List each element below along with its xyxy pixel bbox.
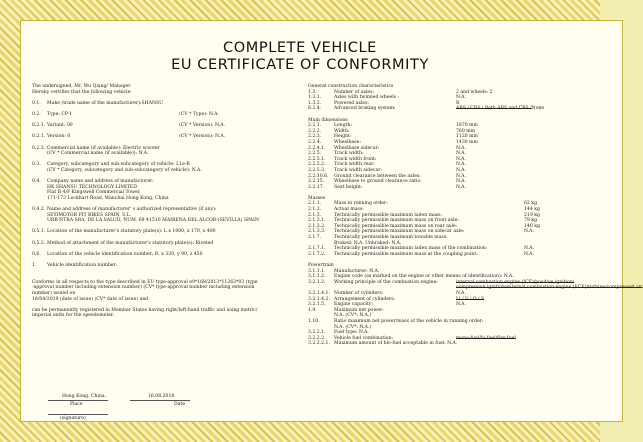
field-row (32, 218, 304, 224)
field-number: 2.2.4. (308, 139, 322, 145)
field-number: 3.2.2.1. (308, 330, 326, 336)
field-label: Actual mass: (334, 207, 364, 213)
field-number (32, 168, 47, 174)
field-number: 0.2. (32, 111, 41, 117)
field-text: SEYIMOTOR PIT BIKES SPAIN, S.L. (47, 212, 132, 218)
struck-option: compression ignition/external combustion engine (ECE)/turbine/compressed air (456, 285, 643, 291)
field-label: Track width front: (334, 156, 377, 162)
field-number: 2.2.1. (308, 123, 322, 129)
field-row (32, 168, 304, 174)
field-label: Technically permissible maximum mass on rear axle: (334, 223, 458, 229)
field-label: Arrangement of cylinders: (334, 296, 396, 302)
field-value: 1870 mm (456, 123, 478, 129)
signature-line (48, 414, 108, 415)
field-number: 3.1.1.2. (308, 274, 326, 280)
field-label: Track width rear: (334, 162, 375, 168)
field-value: N.A. (456, 302, 466, 308)
field-value: N.A. (524, 251, 534, 257)
field-number: 2.1.7.2. (308, 251, 326, 257)
field-number: 2.1.7. (308, 235, 322, 241)
struck-option: Ll / V / O / S (456, 296, 485, 302)
struck-option: mono-fuel/bi-fuel/flex-fuel (456, 335, 516, 341)
title-line-1: COMPLETE VEHICLE (223, 40, 377, 56)
field-number: 2.1.3.2. (308, 223, 326, 229)
field-number: 0.4.2. (32, 207, 46, 213)
field-label: Track width sidecar: (334, 167, 382, 173)
field-value (179, 101, 304, 107)
field-label: N.A. (CV*: N.A.) (334, 324, 372, 330)
field-number: 0.5.2. (32, 240, 46, 246)
place-label: Place (70, 402, 83, 407)
field-label: Maximum net power: (334, 307, 384, 313)
field-number: 2.2.5.3. (308, 167, 326, 173)
identification-blocks (32, 146, 304, 275)
field-value: N.A. (456, 156, 466, 162)
field-value: N.A. (456, 184, 466, 190)
field-row (32, 252, 304, 258)
field-number: 2.2.5. (308, 151, 322, 157)
field-row (32, 241, 304, 247)
field-value: 1430 mm (456, 139, 478, 145)
field-value: None (531, 106, 545, 112)
title-line-2: EU CERTIFICATE OF CONFORMITY (171, 57, 429, 73)
field-row (32, 151, 304, 157)
general-heading: General construction characteristics (308, 84, 394, 89)
powertrain-rows (308, 268, 643, 347)
field-label: Fuel type: N.A. (334, 330, 369, 336)
field-number: 2.2.10.6. (308, 173, 329, 179)
conformity-line: number) issued on (32, 290, 76, 296)
field-label: Wheelbase to ground clearance ratio: (334, 179, 422, 185)
field-number: 3.2.1.4.2. (308, 296, 330, 302)
field-number: 0.6. (32, 251, 41, 257)
powertrain-heading: Powertrain (308, 263, 334, 268)
field-label: Variant: 00 (47, 123, 73, 129)
identification-rows (32, 101, 304, 146)
field-number: 3.2.1.2. (308, 279, 326, 285)
field-number: 2.2.17. (308, 184, 325, 190)
field-number: 0.1. (32, 100, 41, 106)
masses-heading: Masses (308, 195, 326, 201)
struck-option: internal combustion engine (ICE)/positive ignition/ (456, 279, 575, 285)
field-label: Ground clearance between the axles: (334, 173, 421, 179)
field-row (32, 263, 304, 269)
field-value: 79 kg (524, 218, 538, 224)
field-label: Technically permissible maximum towable mass: (334, 235, 448, 241)
field-number: 3.1.1.1. (308, 268, 326, 274)
field-label: Vehicle fuel combination: (334, 335, 393, 341)
field-text: Commercial name (if available): Electric scooter (47, 145, 160, 151)
right-column (308, 84, 643, 347)
dimensions-heading: Main dimensions (308, 117, 348, 123)
field-row (32, 112, 304, 118)
field-row (32, 123, 304, 129)
signature-label: (signature) (60, 416, 86, 421)
place-value: Hong Kong, China. (62, 394, 107, 399)
date-label: Date (174, 402, 185, 407)
field-value: N.A. (524, 246, 534, 252)
field-value: N.A. (456, 167, 466, 173)
field-text: Category, subcategory and sub-subcategory of vehicle: L1e-B (47, 162, 190, 168)
field-label: Ratio maximum net power/mass of the vehicle in running order: (334, 318, 484, 324)
field-number: 3.2.2.2.1. (308, 341, 330, 347)
field-label: Technically permissible maximum laden mass of the combination: (334, 246, 488, 252)
field-number (32, 151, 47, 157)
field-label: Axles with twinned wheels : (334, 95, 400, 101)
field-number: 2.2.5.2. (308, 162, 326, 168)
field-value: N.A. (456, 95, 466, 101)
field-number: 1.10. (308, 318, 320, 324)
field-text: 171-173 Lockhart Road, Wanchai Hong Kong, China (47, 195, 169, 201)
field-label: Technically permissible maximum mass on sidecar axle: (334, 229, 465, 235)
field-label: Maximum amount of bio-fuel acceptable in fuel: N.A. (334, 341, 458, 347)
field-value: N.A. (524, 229, 534, 235)
field-number: 3.2.2.2. (308, 335, 326, 341)
field-row (32, 229, 304, 235)
field-label: Seat height: (334, 184, 363, 190)
field-label: Type: CP-1 (47, 111, 73, 117)
field-label: Length: (334, 123, 353, 129)
field-text: Vehicle identification number: (47, 263, 118, 268)
field-row (308, 252, 570, 258)
field-label: Manufacturer: N.A. (334, 268, 380, 274)
field-value: 219 kg (524, 212, 540, 218)
field-label: Technically permissible maximum laden mass: (334, 212, 443, 218)
field-label: Wheelbase sidecar: (334, 145, 380, 151)
struck-option: ABS / CBS / Both ABS and CBS / (456, 106, 532, 112)
field-text: (CV * Category, subcategory and sub-subcategory of vehicle): N.A. (47, 167, 202, 173)
field-text: Location of the vehicle identification number: R, x 330, y 90, z 450 (47, 251, 203, 257)
field-number: 0.5.1. (32, 229, 46, 235)
field-number: 2.1.2. (308, 207, 322, 213)
field-value: 760 mm (456, 128, 475, 134)
field-label: Engine capacity: (334, 302, 373, 308)
field-number: 2.1.1. (308, 201, 322, 207)
field-text: HK SHANSU TECHNOLOGY LIMITED (47, 184, 137, 190)
general-rows (308, 90, 570, 112)
conformity-line: -approval number including extension number) (CV* type-approval number including extension (32, 285, 255, 291)
field-value: N.A. (456, 151, 466, 157)
field-label: Width: (334, 128, 350, 134)
field-text: Flat B 4/F Kingswell Commercial Tower, (47, 190, 141, 196)
field-number: 1.3. (308, 89, 317, 95)
field-number: 2.1.3.3. (308, 229, 326, 235)
field-number: 2.2.2. (308, 128, 322, 134)
field-value: N.A. (456, 173, 466, 179)
field-label: Engine code (as marked on the engine or other means of identification): N.A. (334, 274, 514, 280)
field-value: N.A. (456, 179, 466, 185)
field-number: 2.1.3.1. (308, 218, 326, 224)
intro-line: The undersigned, Mr. Wu Qiang/ Manager (32, 84, 131, 89)
field-number: 3.2.1.4.1. (308, 290, 330, 296)
conformity-statement (32, 280, 304, 319)
field-number: 2.2.4.1. (308, 145, 326, 151)
field-row (32, 101, 304, 107)
date-value: 16.08.2018 (148, 394, 175, 399)
field-label: Track width: (334, 151, 364, 157)
left-column (32, 84, 304, 319)
field-text: (CV * Commercial name (if available)): N.A. (47, 151, 149, 157)
field-label: Make (trade name of the manufacturer):SHANSU (47, 100, 164, 106)
conformity-line: imperial units for the speedometer. (32, 313, 115, 319)
field-value: N.A. (456, 145, 466, 151)
field-label: Number of axles: (334, 89, 374, 95)
field-row (308, 106, 570, 112)
field-number: 2.2.3. (308, 134, 322, 140)
field-label: Mass in running order: (334, 201, 388, 207)
field-label: N.A. (CV*: N.A.) (334, 313, 372, 319)
field-label: Powered axles: (334, 100, 370, 106)
field-value: (CV * Version): N.A. (179, 134, 225, 140)
field-row (32, 196, 304, 202)
field-number: 2.2.5.1. (308, 156, 326, 162)
field-number: 0.3. (32, 162, 41, 168)
field-number: 1. (32, 263, 37, 268)
field-label: Working principle of the combustion engine: (334, 279, 438, 285)
dimension-rows (308, 123, 570, 190)
field-number: 1.9. (308, 307, 317, 313)
field-text: Name and address of manufacturer' s authorized representative (if any): (47, 207, 217, 213)
field-label: Height: (334, 134, 352, 140)
field-text: URB NTRA SRA. DE LA SALUD, NUM. 68 41510 MAIRENA DEL ALCOR-(SEVILLA) SPAIN (47, 218, 259, 224)
date-line (130, 400, 190, 401)
field-number: 6.2.4. (308, 106, 322, 112)
field-value: R (456, 100, 460, 106)
field-number: 2.1.7.1. (308, 246, 326, 252)
field-value: 62 kg (524, 201, 538, 207)
conformity-line: can be permanently registered in Member States having right/left-hand traffic and using metric/ (32, 307, 258, 313)
intro-line: Hereby certifies that the following vehicle: (32, 89, 132, 95)
field-value: 140 kg (524, 223, 540, 229)
field-value: N.A. (456, 290, 466, 296)
field-label: Advanced braking system: (334, 106, 396, 112)
field-number: 2.2.15. (308, 179, 325, 185)
field-text: Location of the manufacturer's statutory plate(s): L x 1000, x 170, x 400 (47, 229, 216, 235)
field-number (32, 218, 47, 224)
field-row (32, 134, 304, 140)
field-number: 0.2.1. (32, 123, 46, 129)
field-number: 0.2.3. (32, 145, 46, 151)
field-value: (CV * Type): N.A. (179, 111, 219, 117)
field-number: 3.2.1.5. (308, 302, 326, 308)
mass-rows (308, 201, 570, 257)
field-label: Number of cylinders: (334, 290, 384, 296)
field-value: 1120 mm (456, 134, 478, 140)
field-label: Technically permissible maximum mass at the coupling point: (334, 251, 478, 257)
field-value: 2 and wheels: 2 (456, 89, 493, 95)
field-value: N.A. (456, 162, 466, 168)
field-number: 2.1.3. (308, 212, 322, 218)
field-row (308, 341, 570, 347)
field-number: 0.2.1. (32, 134, 46, 140)
conformity-line: 16/04/2019 (date of issue) (CV* date of issue) and (32, 296, 149, 302)
field-label: Wheelbase: (334, 139, 361, 145)
field-label: Technically permissible maximum mass on front axle: (334, 218, 459, 224)
field-label: Version: 0 (47, 134, 71, 140)
field-number: 0.4. (32, 179, 41, 185)
field-value: (CV * Version): N.A. (179, 123, 225, 129)
conformity-line: Conforms in all respects to the type described in EU type-approval e9*168/2013*11263*03 (type (32, 279, 258, 285)
field-number (32, 196, 47, 202)
field-number: 1.3.1. (308, 95, 322, 101)
field-row (308, 185, 570, 191)
place-line (48, 400, 108, 401)
field-text: Company name and address of manufacturer: (47, 179, 154, 185)
field-value: 144 kg (524, 207, 540, 213)
field-label: Braked: N.A. Unbraked: N.A. (334, 240, 402, 246)
field-text: Method of attachment of the manufacturer's statutory plate(s): Riveted (47, 240, 214, 246)
field-number: 1.3.2. (308, 100, 322, 106)
